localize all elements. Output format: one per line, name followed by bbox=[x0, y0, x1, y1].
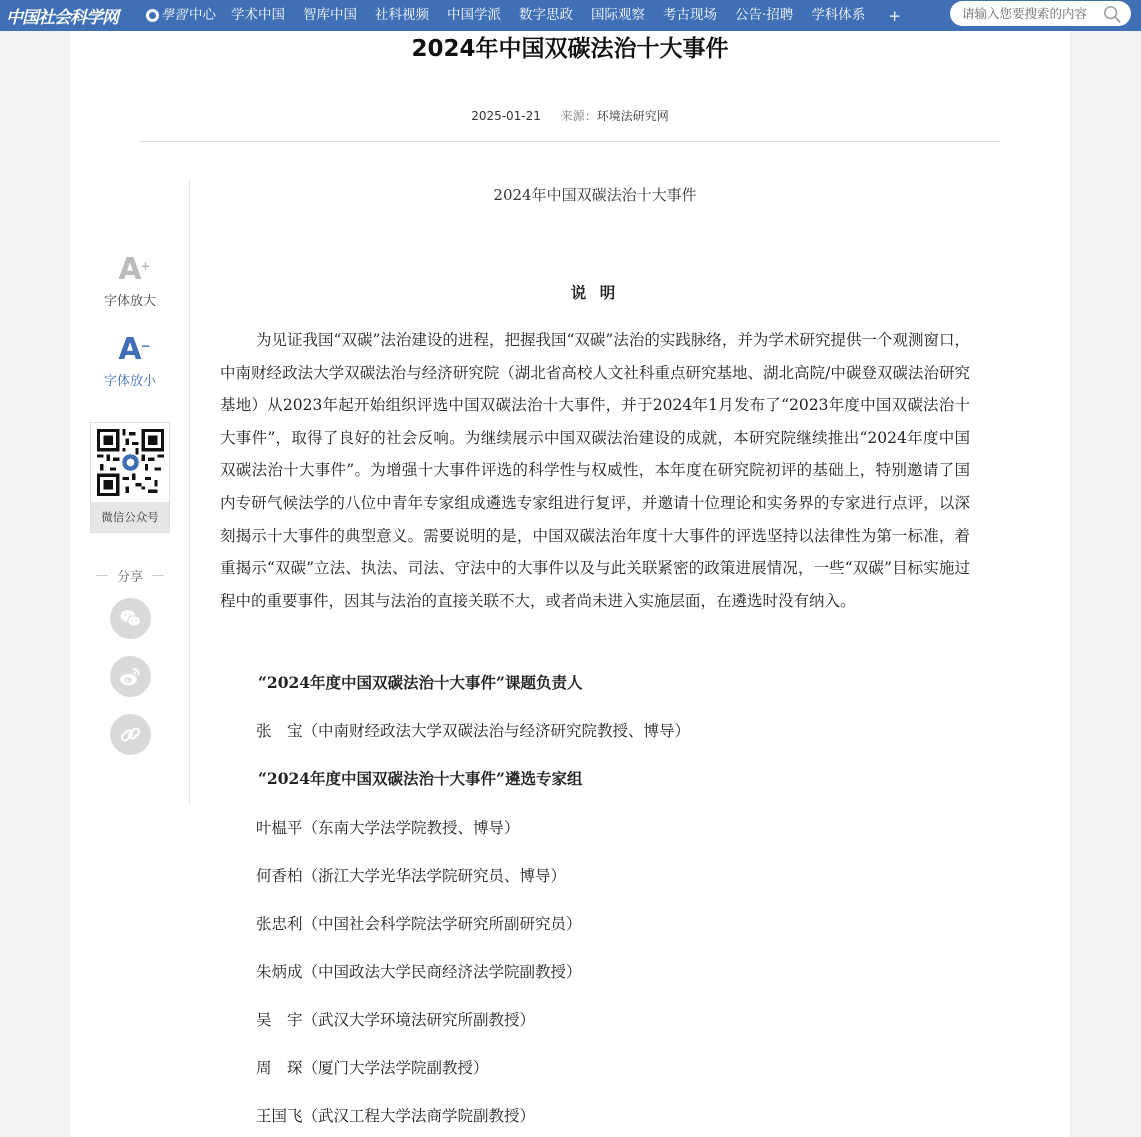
font-increase-label: 字体放大 bbox=[103, 294, 156, 309]
qr-code-icon bbox=[97, 429, 164, 496]
article-meta bbox=[70, 107, 1070, 124]
site-logo[interactable]: 中国社会科学网 bbox=[6, 8, 118, 28]
wechat-icon bbox=[118, 606, 143, 631]
nav-items bbox=[130, 0, 911, 31]
source-label: 来源： bbox=[560, 109, 597, 123]
article-subtitle: 2024年中国双碳法治十大事件 bbox=[493, 186, 697, 204]
nav-item-videos[interactable]: 社科视频 bbox=[375, 7, 430, 23]
title-divider bbox=[140, 141, 1000, 142]
font-increase-icon: A + bbox=[118, 252, 151, 287]
font-decrease-icon: A − bbox=[118, 332, 151, 367]
qr-caption: 微信公众号 bbox=[91, 502, 169, 532]
lead-heading: “2024年度中国双碳法治十大事件”课题负责人 bbox=[258, 673, 583, 692]
xuexi-label: 學習 bbox=[161, 8, 188, 23]
share-weibo-button[interactable] bbox=[110, 656, 151, 697]
section-heading: 说 明 bbox=[570, 283, 620, 302]
panel-member: 朱炳成（中国政法大学民商经济法学院副教授） bbox=[256, 963, 582, 981]
search-icon[interactable] bbox=[1103, 5, 1121, 23]
search-box bbox=[950, 1, 1131, 26]
font-decrease-label: 字体放小 bbox=[103, 374, 156, 389]
panel-member: 张忠利（中国社会科学院法学研究所副研究员） bbox=[256, 915, 582, 933]
link-icon bbox=[118, 722, 143, 747]
panel-member: 吴 宇（武汉大学环境法研究所副教授） bbox=[256, 1011, 536, 1029]
share-wechat-button[interactable] bbox=[110, 598, 151, 639]
copy-link-button[interactable] bbox=[110, 714, 151, 755]
font-increase-button[interactable] bbox=[70, 254, 190, 309]
panel-member: 周 琛（厦门大学法学院副教授） bbox=[256, 1059, 489, 1077]
xuexi-suffix: 中心 bbox=[189, 7, 217, 23]
font-decrease-button[interactable] bbox=[70, 334, 190, 389]
article-tools bbox=[70, 180, 190, 805]
xuexi-star-icon bbox=[146, 9, 159, 22]
share-label: 分享 bbox=[96, 566, 164, 585]
intro-paragraph: 为见证我国“双碳”法治建设的进程，把握我国“双碳”法治的实践脉络，并为学术研究提供一个观测窗口，中南财经政法大学双碳法治与经济研究院（湖北省高校人文社科重点研究基地、湖北高院/中碳登双碳法治研究基地）从2023年起开始组织评选中国双碳法治十大事件，并于2024年1月发布了“2023年度中国双碳法治十大事件”，取得了良好的社会反响。为继续展示中国双碳法治建设的成就，本研究院继续推出“2024年度中国双碳法治十大事件”。为增强十大事件评选的科学性与权威性，本年度在研究院初评的基础上，特别邀请了国内专研气候法学的八位中青年专家组成遴选专家组进行复评，并邀请十位理论和实务界的专家进行点评，以深刻揭示十大事件的典型意义。需要说明的是，中国双碳法治年度十大事件的评选坚持以法律性为第一标准，着重揭示“双碳”立法、执法、司法、守法中的大事件以及与此关联紧密的政策进展情况，一些“双碳”目标实施过程中的重要事件，因其与法治的直接关联不大，或者尚未进入实施层面，在遴选时没有纳入。 bbox=[220, 331, 970, 610]
nav-item-disciplines[interactable]: 学科体系 bbox=[811, 7, 866, 23]
article-title: 2024年中国双碳法治十大事件 bbox=[411, 36, 729, 62]
nav-item-digital-politics[interactable]: 数字思政 bbox=[519, 7, 574, 23]
nav-item-archaeology[interactable]: 考古现场 bbox=[663, 7, 718, 23]
nav-item-chinese-school[interactable]: 中国学派 bbox=[447, 7, 502, 23]
nav-item-xuexi-center[interactable] bbox=[130, 0, 222, 31]
nav-item-international[interactable]: 国际观察 bbox=[591, 7, 646, 23]
panel-member: 何香柏（浙江大学光华法学院研究员、博导） bbox=[256, 867, 567, 885]
article-card bbox=[70, 0, 1070, 1137]
search-input[interactable] bbox=[962, 6, 1102, 21]
source-name: 环境法研究网 bbox=[596, 109, 669, 123]
nav-item-notices-jobs[interactable]: 公告·招聘 bbox=[735, 7, 794, 23]
wechat-qr-box bbox=[90, 422, 170, 533]
panel-heading: “2024年度中国双碳法治十大事件”遴选专家组 bbox=[258, 769, 583, 788]
panel-member: 王国飞（武汉工程大学法商学院副教授） bbox=[256, 1107, 536, 1125]
publish-date: 2025-01-21 bbox=[471, 109, 541, 123]
weibo-icon bbox=[118, 664, 143, 689]
panel-member: 叶榅平（东南大学法学院教授、博导） bbox=[256, 819, 520, 837]
top-navigation-bar bbox=[0, 0, 1141, 31]
lead-person: 张 宝（中南财经政法大学双碳法治与经济研究院教授、博导） bbox=[256, 722, 691, 740]
nav-item-academic-china[interactable]: 学术中国 bbox=[231, 7, 286, 23]
nav-more-button[interactable]: + bbox=[888, 6, 901, 25]
nav-item-think-tank[interactable]: 智库中国 bbox=[303, 7, 358, 23]
